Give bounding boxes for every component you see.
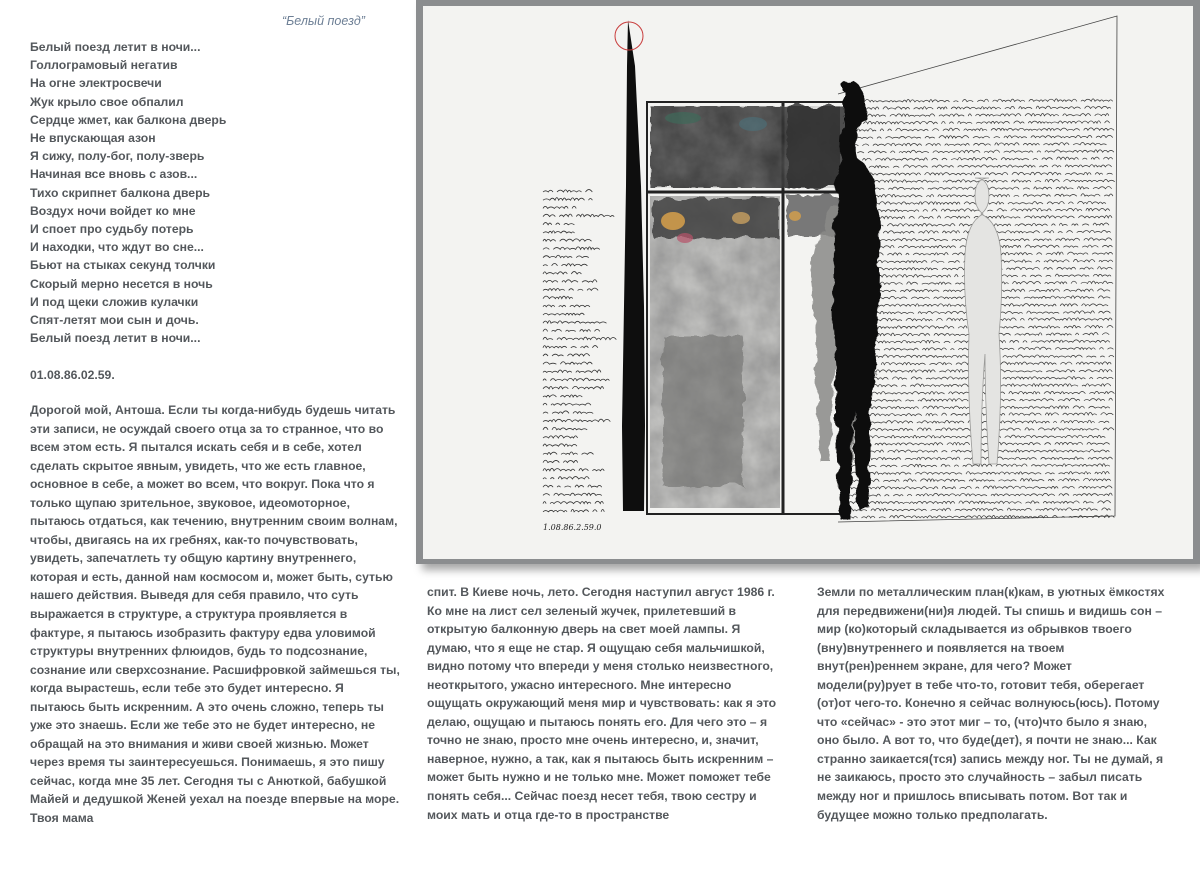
poem-line: Спят-летят мои сын и дочь. <box>30 313 199 328</box>
letter-column-3: Земли по металлическим план(к)кам, в уютных ёмкостях для передвижени(ни)я людей. Ты спишь и видишь сон – мир (ко)который складывается из обрывков твоего (вну)внутреннего и появляется на твоем внут(рен)реннем экране, для чего? Может модели(ру)рует в тебе что-то, готовит тебя, оберегает (от)от чего-то. Конечно я сейчас волнуюсь(юсь). Потому что «сейчас» - это этот миг – то, (что)что было я знаю, оно было. А вот то, что буде(дет), я почти не знаю... Как странно заикается(тся) запись между ног. Ты не думай, я не заикаюсь, просто это случайность – забыл писать между ног и пришлось вписывать потом. Вот так и будущее можно только предполагать. <box>817 585 1165 822</box>
handwriting-stroke <box>543 337 616 340</box>
handwriting-stroke <box>543 386 604 388</box>
handwriting-stroke <box>543 190 596 192</box>
handwriting-stroke <box>543 403 591 405</box>
handwriting-stroke <box>843 128 1114 131</box>
handwriting-stroke <box>543 436 582 439</box>
handwriting-stroke <box>543 346 598 348</box>
handwriting-stroke <box>543 329 600 331</box>
handwriting-stroke <box>843 157 1113 160</box>
poem-line: Жук крыло свое обпалил <box>30 94 184 109</box>
handwriting-stroke <box>843 114 1109 117</box>
handwriting-stroke <box>843 478 1111 481</box>
letter-column-2: спит. В Киеве ночь, лето. Сегодня наступил август 1986 г. Ко мне на лист сел зеленый жучек, прилетевший в открытую балконную дверь на свет моей лампы. Я думаю, что я еще не стар. Я ощущаю себя мальчишкой, видно потому что впереди у меня столько неизвестного, неоткрытого, ужасно интересного. Мне интересно ощущать окружающий меня мир и чувствовать: как я это делаю, ощущаю и пытаюсь понять его. Для чего это – я точно не знаю, просто мне очень интересно, и, значит, наверное, нужно, а так, как я пытаюсь быть искренним – может быть нужно и не только мне. Может поможет тебе понять себя... Сейчас поезд несет тебя, твою сестру и моих мать и отца где-то в пространстве <box>427 585 777 822</box>
poem-line: Воздух ночи войдет ко мне <box>30 203 196 218</box>
handwriting-stroke <box>543 264 591 266</box>
poem-line: Бьют на стыках секунд толчки <box>30 258 216 273</box>
handwriting-stroke <box>543 452 594 454</box>
handwriting-stroke <box>843 172 1113 175</box>
handwriting-stroke <box>543 485 602 487</box>
handwriting-stroke <box>543 313 588 315</box>
handwriting-stroke <box>843 208 1110 211</box>
handwriting-stroke <box>843 99 1113 102</box>
poem-line: Тихо скрипнет балкона дверь <box>30 185 211 200</box>
handwriting-stroke <box>543 321 607 323</box>
handwriting-stroke <box>843 493 1116 496</box>
poem-line: На огне электросвечи <box>30 76 162 91</box>
handwriting-stroke <box>543 427 587 430</box>
handwriting-stroke <box>543 272 581 274</box>
artwork-drawing <box>423 6 1193 559</box>
poem-line: Не впускающая азон <box>30 131 156 146</box>
handwriting-stroke <box>843 165 1112 168</box>
handwriting-stroke <box>843 142 1111 145</box>
handwriting-stroke <box>843 501 1111 504</box>
artwork <box>423 6 1193 559</box>
handwritten-date: 1.08.86.2.59.0 <box>543 523 602 532</box>
handwriting-stroke <box>543 296 577 299</box>
handwriting-stroke <box>843 471 1113 474</box>
handwriting-stroke <box>543 362 596 364</box>
handwriting-stroke <box>543 378 609 380</box>
handwriting-stroke <box>543 477 589 479</box>
handwriting-stroke <box>543 493 602 495</box>
handwriting-stroke <box>543 411 593 413</box>
poem-line: И под щеки сложив кулачки <box>30 294 199 309</box>
handwriting-stroke <box>843 121 1110 124</box>
handwriting-stroke <box>543 509 604 511</box>
handwriting-stroke <box>843 150 1114 153</box>
poem-date: 01.08.86.02.59. <box>30 368 115 382</box>
poem-line: Я сижу, полу-бог, полу-зверь <box>30 149 205 164</box>
poem-line: Белый поезд летит в ночи... <box>30 331 201 346</box>
handwriting-stroke <box>843 135 1113 138</box>
poem-title: “Белый поезд” <box>282 14 365 28</box>
poem-line: Сердце жмет, как балкона дверь <box>30 112 227 127</box>
poem-line: И споет про судьбу потерь <box>30 222 194 237</box>
handwriting-stroke <box>543 419 610 421</box>
handwriting-stroke <box>543 354 590 356</box>
handwriting-stroke <box>543 280 597 282</box>
spire-drawing <box>615 20 645 511</box>
handwriting-stroke <box>543 247 600 250</box>
poem-line: Скорый мерно несется в ночь <box>30 276 213 291</box>
handwriting-column <box>543 190 618 512</box>
handwriting-stroke <box>543 444 577 446</box>
handwriting-stroke <box>843 486 1112 489</box>
handwriting-stroke <box>543 198 596 201</box>
poem-line: И находки, что ждут во сне... <box>30 240 204 255</box>
letter-column-1: Дорогой мой, Антоша. Если ты когда-нибудь будешь читать эти записи, не осуждай своего отца за то странное, что во всем этом есть. Я пытался искать себя и в себе, хотел сделать скрытое явным, увидеть, что же есть главное, основное в себе, а может во всем, что вокруг. Пока что я только щупаю зрительное, звуковое, идеомоторное, пытаюсь отдаться, как течению, внутренним своим волнам, чтобы, двигаясь на их гребнях, как-то почувствовать, увидеть, запечатлеть ту общую картину внутреннего, которая и есть, данной нам космосом и, может быть, сутью нашего действия. Выведя для себя правило, что суть выражается в структуре, а структура проявляется в фактуре, я пытаюсь изобразить фактуру едва уловимой структуры внутренних флюидов, будь то подсознание, сознание или сверхсознание. Расшифровкой займешься ты, когда вырастешь, если тебе это будет интересно. Я пытаюсь быть искренним. А это очень сложно, теперь ты уже это знаешь. Если же тебе это не будет интересно, не обращай на это внимания и живи своей жизнью. Может через время ты заинтересуешься. Понимаешь, я это пишу сейчас, когда мне 35 лет. Сегодня ты с Анюткой, бабушкой Майей и дедушкой Женей уехал на поезде впервые на море. Твоя мама <box>30 403 400 826</box>
handwriting-stroke <box>543 231 575 233</box>
poem <box>30 38 410 347</box>
handwriting-stroke <box>543 288 598 290</box>
handwriting-stroke <box>543 239 592 241</box>
handwriting-stroke <box>543 214 618 217</box>
figures-drawing <box>813 81 1002 520</box>
handwriting-stroke <box>543 223 574 225</box>
handwriting-stroke <box>543 460 578 462</box>
poem-line: Белый поезд летит в ночи... <box>30 40 201 54</box>
handwriting-stroke <box>543 370 605 372</box>
poem-line: Начиная все вновь с азов... <box>30 167 198 182</box>
handwriting-stroke <box>543 305 590 307</box>
handwriting-stroke <box>843 106 1111 109</box>
artwork-frame <box>416 0 1200 564</box>
handwriting-stroke <box>543 501 603 503</box>
handwriting-stroke <box>543 468 604 470</box>
handwriting-stroke <box>543 206 576 208</box>
handwriting-stroke <box>543 395 582 397</box>
poem-line: Голлограмовый негатив <box>30 58 178 73</box>
handwriting-stroke <box>843 515 1114 518</box>
handwriting-stroke <box>843 508 1111 511</box>
handwriting-stroke <box>543 255 589 257</box>
